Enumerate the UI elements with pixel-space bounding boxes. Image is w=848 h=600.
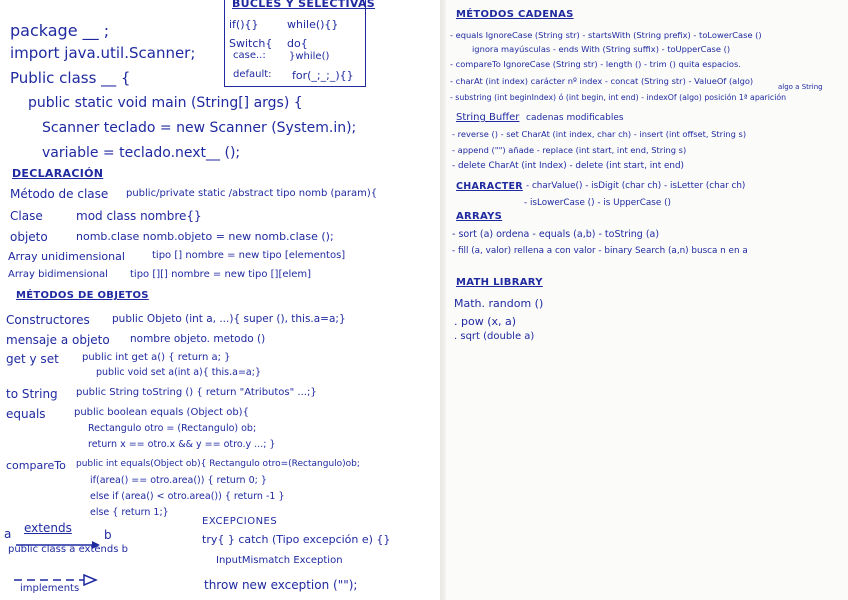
math-pow: . pow (x, a) bbox=[454, 315, 517, 328]
equals-code-1: public boolean equals (Object ob){ bbox=[74, 407, 249, 418]
extends-b: b bbox=[104, 528, 112, 542]
decl-array-uni-label: Array unidimensional bbox=[8, 250, 125, 263]
do-while-syntax: }while() bbox=[289, 51, 330, 62]
constructores-label: Constructores bbox=[6, 313, 90, 327]
cadenas-line-1: - equals IgnoreCase (String str) - startsWith (String prefix) - toLowerCase () bbox=[450, 30, 762, 40]
loops-heading: BUCLES Y SELECTIVAS bbox=[232, 0, 375, 10]
mensaje-code: nombre objeto. metodo () bbox=[130, 333, 266, 345]
for-syntax: for(_;_;_){} bbox=[292, 69, 354, 82]
cadenas-note: algo a String bbox=[778, 83, 823, 91]
right-notebook-page bbox=[446, 0, 848, 600]
compareto-code-1: public int equals(Object ob){ Rectangulo otro=(Rectangulo)ob; bbox=[76, 459, 360, 469]
implements-arrow bbox=[14, 571, 98, 583]
decl-clase-label: Clase bbox=[10, 209, 43, 223]
math-random: Math. random () bbox=[454, 297, 544, 310]
cadenas-line-3: - compareTo IgnoreCase (String str) - length () - trim () quita espacios. bbox=[450, 59, 741, 69]
package-line: package __ ; bbox=[10, 21, 110, 40]
extends-example: public class a extends b bbox=[8, 544, 128, 555]
extends-keyword: extends bbox=[24, 521, 72, 535]
decl-metodo-label: Método de clase bbox=[10, 187, 109, 201]
character-line-1: - charValue() - isDigit (char ch) - isLetter (char ch) bbox=[526, 181, 746, 191]
compareto-code-2: if(area() == otro.area()) { return 0; } bbox=[90, 475, 267, 486]
metodos-cadenas-heading: MÉTODOS CADENAS bbox=[456, 9, 574, 20]
get-code: public int get a() { return a; } bbox=[82, 352, 231, 363]
stringbuffer-subheading: cadenas modificables bbox=[526, 113, 624, 123]
stringbuffer-line-3: - delete CharAt (int Index) - delete (int start, int end) bbox=[452, 161, 684, 171]
if-syntax: if(){} bbox=[229, 18, 259, 31]
decl-objeto-label: objeto bbox=[10, 230, 48, 244]
metodos-objetos-heading: MÉTODOS DE OBJETOS bbox=[16, 290, 149, 301]
stringbuffer-line-1: - reverse () - set CharAt (int index, char ch) - insert (int offset, String s) bbox=[452, 129, 747, 139]
equals-code-2: Rectangulo otro = (Rectangulo) ob; bbox=[88, 423, 257, 434]
stringbuffer-heading: String Buffer bbox=[456, 112, 520, 123]
declaracion-heading: DECLARACIÓN bbox=[12, 167, 104, 180]
decl-clase-text: mod class nombre{} bbox=[76, 209, 202, 223]
while-syntax: while(){} bbox=[287, 18, 339, 31]
public-class-line: Public class __ { bbox=[10, 69, 131, 87]
mensaje-label: mensaje a objeto bbox=[6, 333, 110, 347]
import-line: import java.util.Scanner; bbox=[10, 44, 196, 62]
equals-label: equals bbox=[6, 407, 46, 421]
character-line-2: - isLowerCase () - is UpperCase () bbox=[524, 198, 671, 208]
compareto-code-3: else if (area() < otro.area()) { return -1 } bbox=[90, 491, 285, 502]
arrays-heading: ARRAYS bbox=[456, 211, 503, 222]
equals-code-3: return x == otro.x && y == otro.y ...; } bbox=[88, 439, 276, 450]
compareto-code-4: else { return 1;} bbox=[90, 507, 169, 518]
math-sqrt: . sqrt (double a) bbox=[454, 331, 535, 342]
decl-objeto-text: nomb.clase nomb.objeto = new nomb.clase (); bbox=[76, 230, 334, 243]
variable-line: variable = teclado.next__ (); bbox=[42, 145, 241, 161]
cadenas-line-5: - substring (int beginIndex) ó (int begin, int end) - indexOf (algo) posición 1ª aparición bbox=[450, 93, 787, 102]
try-catch-code: try{ } catch (Tipo excepción e) {} bbox=[202, 533, 391, 546]
throw-code: throw new exception (""); bbox=[204, 578, 358, 592]
excepciones-heading: EXCEPCIONES bbox=[202, 516, 278, 527]
character-heading: CHARACTER bbox=[456, 181, 523, 192]
decl-array-uni-text: tipo [] nombre = new tipo [elementos] bbox=[152, 250, 346, 261]
main-method-line: public static void main (String[] args) { bbox=[28, 95, 303, 111]
arrays-line-2: - fill (a, valor) rellena a con valor - binary Search (a,n) busca n en a bbox=[452, 246, 748, 256]
stringbuffer-line-2: - append ("") añade - replace (int start, int end, String s) bbox=[452, 145, 687, 155]
decl-array-bi-text: tipo [][] nombre = new tipo [][elem] bbox=[130, 269, 312, 280]
scanner-line: Scanner teclado = new Scanner (System.in); bbox=[42, 120, 357, 136]
tostring-label: to String bbox=[6, 387, 58, 401]
arrays-line-1: - sort (a) ordena - equals (a,b) - toString (a) bbox=[452, 229, 660, 240]
constructores-code: public Objeto (int a, ...){ super (), this.a=a;} bbox=[112, 313, 346, 325]
input-mismatch-text: InputMismatch Exception bbox=[216, 555, 343, 566]
compareto-label: compareTo bbox=[6, 459, 66, 472]
do-syntax: do{ bbox=[287, 37, 308, 50]
math-library-heading: MATH LIBRARY bbox=[456, 277, 543, 288]
tostring-code: public String toString () { return "Atributos" ...;} bbox=[76, 387, 317, 398]
decl-metodo-text: public/private static /abstract tipo nomb (param){ bbox=[126, 188, 378, 199]
implements-label: implements bbox=[20, 583, 80, 594]
extends-a: a bbox=[4, 527, 12, 541]
cadenas-line-4: - charAt (int index) carácter nº index - concat (String str) - ValueOf (algo) bbox=[450, 76, 754, 86]
cadenas-line-2: ignora mayúsculas - ends With (String suffix) - toUpperCase () bbox=[472, 44, 731, 54]
case-syntax: case..: bbox=[233, 50, 266, 61]
set-code: public void set a(int a){ this.a=a;} bbox=[96, 367, 261, 378]
default-syntax: default: bbox=[233, 69, 272, 80]
decl-array-bi-label: Array bidimensional bbox=[8, 269, 108, 280]
switch-syntax: Switch{ bbox=[229, 37, 273, 50]
get-set-label: get y set bbox=[6, 352, 59, 366]
